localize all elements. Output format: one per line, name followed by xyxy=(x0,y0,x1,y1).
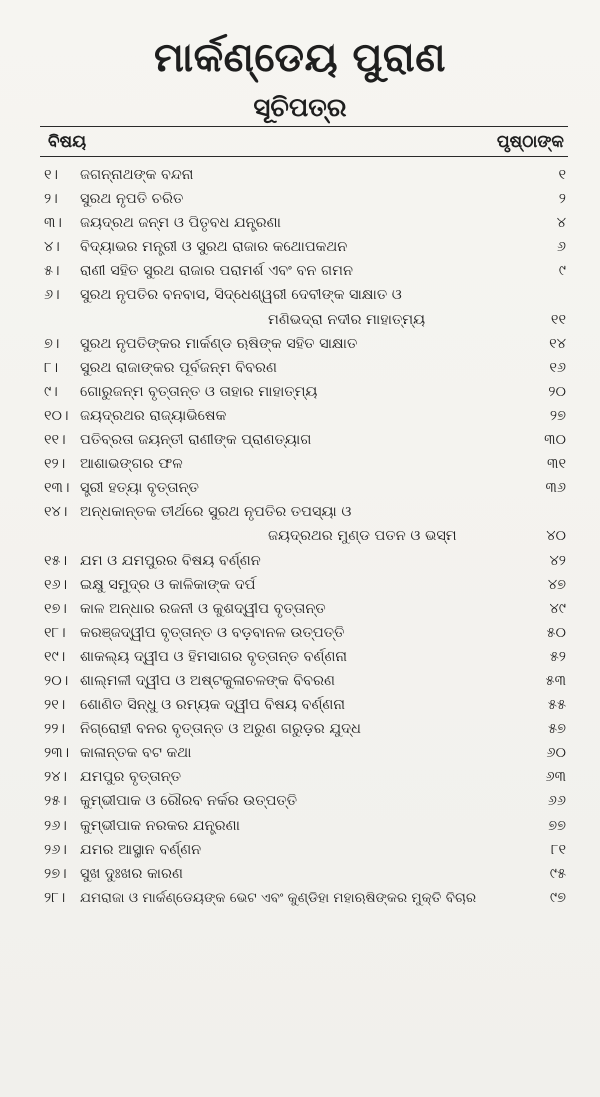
toc-entry xyxy=(0,886,600,910)
entry-title: ଯମରାଜା ଓ ମାର୍କଣ୍ଡେୟଙ୍କ ଭେଟ ଏବଂ କୁଣ୍ଡିହା ମହାଋଷିଙ୍କର ମୁକ୍ତି ବିଚାର xyxy=(80,889,477,906)
entry-page: ୯ xyxy=(558,263,566,280)
entry-page: ୫୦ xyxy=(546,624,566,641)
entry-number: ୧୦। xyxy=(44,407,69,424)
entry-title: ଇକ୍ଷୁ ସମୁଦ୍ର ଓ କାଳିକାଙ୍କ ଦର୍ପ xyxy=(80,576,256,593)
entry-page xyxy=(530,500,600,548)
entry-number: ୧୬। xyxy=(44,576,68,593)
entry-number: ୧୭। xyxy=(44,600,67,617)
entry-page: ୯୫ xyxy=(549,865,566,882)
entry-title: ଶୋଣିତ ସିନ୍ଧୁ ଓ ରମ୍ୟକ ଦ୍ୱୀପ ବିଷୟ ବର୍ଣ୍ଣନା xyxy=(80,697,346,714)
entry-title: ସୁରଥ ନୃପତିଙ୍କର ମାର୍କଣ୍ଡ ଋଷିଙ୍କ ସହିତ ସାକ୍ଷାତ xyxy=(80,335,358,352)
entry-title xyxy=(80,500,530,548)
toc-entry xyxy=(0,765,600,789)
toc-entry xyxy=(0,428,600,452)
toc-entry xyxy=(0,283,600,331)
entry-page: ୧୬ xyxy=(549,359,566,376)
page-column-header: ପୃଷ୍ଠାଙ୍କ xyxy=(496,132,564,152)
entry-number: ୨୩। xyxy=(44,745,70,762)
entry-page: ୫୫ xyxy=(547,697,566,714)
entry-page: ୧ xyxy=(558,167,566,183)
entry-number: ୨୭। xyxy=(44,865,67,882)
entry-page: ୮୧ xyxy=(550,841,566,858)
entry-number: ୩। xyxy=(44,215,62,232)
entry-page: ୪୨ xyxy=(549,552,566,569)
entry-page: ୪ xyxy=(556,215,566,232)
toc-entry xyxy=(0,693,600,717)
entry-page: ୬ xyxy=(556,239,566,256)
entry-title xyxy=(80,283,530,331)
entry-title: ବିଦ୍ୟାଭର ମନ୍ତ୍ରୀ ଓ ସୁରଥ ରାଜାର କଥୋପକଥନ xyxy=(80,239,348,256)
entry-number: ୧। xyxy=(44,167,59,183)
entry-number: ୧୯। xyxy=(44,648,66,665)
entry-page: ୬୬ xyxy=(547,793,566,810)
toc-entry xyxy=(0,621,600,645)
entry-title: ଯମପୁର ବୃତ୍ତାନ୍ତ xyxy=(80,769,182,786)
entry-title: ସୁଖ ଦୁଃଖର କାରଣ xyxy=(80,865,183,882)
entry-number: ୧୪। xyxy=(44,504,68,521)
entry-page xyxy=(530,283,600,331)
toc-entry xyxy=(0,476,600,500)
toc-entry xyxy=(0,404,600,428)
entry-number: ୨୪। xyxy=(44,769,68,786)
toc-entry xyxy=(0,862,600,886)
entry-page: ୨୦ xyxy=(548,383,566,400)
entry-number: ୧୩। xyxy=(44,480,70,497)
entry-title: କରଞ୍ଜଦ୍ୱୀପ ବୃତ୍ତାନ୍ତ ଓ ବଡ଼ବାନଳ ଉତ୍ପତ୍ତି xyxy=(80,624,345,641)
entry-number: ୨୬। xyxy=(44,841,67,858)
entry-page: ୩୦ xyxy=(544,432,566,449)
toc-entry xyxy=(0,163,600,187)
entry-number: ୬। xyxy=(44,287,60,304)
entry-number: ୨୫। xyxy=(44,793,67,810)
entry-number: ୨। xyxy=(44,191,58,208)
entry-number: ୮। xyxy=(44,359,59,376)
entry-page: ୩୬ xyxy=(545,480,566,497)
entry-title: ଜୟଦ୍ରଥର ରାଜ୍ୟାଭିଷେକ xyxy=(80,407,227,424)
entry-page: ୫୨ xyxy=(549,648,566,665)
toc-entry xyxy=(0,356,600,380)
entry-page: ୨୭ xyxy=(549,407,566,424)
toc-entry xyxy=(0,259,600,283)
entry-number: ୧୫। xyxy=(44,552,68,569)
entry-number: ୭। xyxy=(44,335,60,352)
toc-entry xyxy=(0,669,600,693)
toc-entry xyxy=(0,452,600,476)
toc-entry xyxy=(0,717,600,741)
entry-title: ଜୟଦ୍ରଥ ଜନ୍ମ ଓ ପିତୃବଧ ଯନ୍ତ୍ରଣା xyxy=(80,215,281,232)
entry-number: ୧୮। xyxy=(44,624,66,641)
entry-title-line1: ସୁରଥ ନୃପତିର ବନବାସ, ସିଦ୍ଧେଶ୍ୱରୀ ଦେବୀଙ୍କ ସାକ୍ଷାତ ଓ xyxy=(80,287,402,304)
entry-page: ୫୭ xyxy=(548,721,566,738)
entry-title: ଆଶାଭଙ୍ଗର ଫଳ xyxy=(80,456,183,473)
entry-page: ୬୩ xyxy=(545,769,566,786)
entry-page-number: ୪୦ xyxy=(546,528,566,545)
toc-entry xyxy=(0,380,600,404)
entry-title-line1: ଅନ୍ଧକାନ୍ତକ ତୀର୍ଥରେ ସୁରଥ ନୃପତିର ତପସ୍ୟା ଓ xyxy=(80,504,352,521)
entry-number: ୧୧। xyxy=(44,432,66,449)
page-title: ମାର୍କଣ୍ଡେୟ ପୁରାଣ xyxy=(154,35,446,81)
toc-entry xyxy=(0,645,600,669)
toc-entry xyxy=(0,500,600,548)
entry-title: ଯମର ଆସ୍ଥାନ ବର୍ଣ୍ଣନ xyxy=(80,841,202,858)
entry-title: ଗୋରୁଜନ୍ମ ବୃତ୍ତାନ୍ତ ଓ ତାହାର ମାହାତ୍ମ୍ୟ xyxy=(80,383,318,400)
entry-page: ୭୭ xyxy=(548,817,566,834)
entry-number: ୨୧। xyxy=(44,697,66,714)
entry-title: ଶାକଲ୍ୟ ଦ୍ୱୀପ ଓ ହିମସାଗର ବୃତ୍ତାନ୍ତ ବର୍ଣ୍ଣନା xyxy=(80,648,348,665)
entry-number: ୨୨। xyxy=(44,721,65,738)
entry-number: ୨୬। xyxy=(44,817,67,834)
toc-entry xyxy=(0,332,600,356)
entry-title: ସୁରଥ ରାଜାଙ୍କର ପୂର୍ବଜନ୍ମ ବିବରଣ xyxy=(80,359,278,376)
entry-title-line2: ମଣିଭଦ୍ରା ନଦୀର ମାହାତ୍ମ୍ୟ xyxy=(268,311,426,328)
entry-page: ୨ xyxy=(558,191,566,208)
entry-number: ୧୨। xyxy=(44,456,66,473)
entry-page-number: ୧୧ xyxy=(550,311,566,328)
toc-entry xyxy=(0,187,600,211)
entry-title: ରାଣୀ ସହିତ ସୁରଥ ରାଜାର ପରାମର୍ଶ ଏବଂ ବନ ଗମନ xyxy=(80,263,353,280)
entry-title: କାଳ ଅନ୍ଧାର ରଜନୀ ଓ କୁଶଦ୍ୱୀପ ବୃତ୍ତାନ୍ତ xyxy=(80,600,326,617)
header-top-rule xyxy=(40,126,568,127)
toc-entry xyxy=(0,838,600,862)
toc-entry xyxy=(0,235,600,259)
entry-title: ସୁରଥ ନୃପତି ଚରିତ xyxy=(80,191,184,208)
toc-entry xyxy=(0,573,600,597)
entry-title: କୁମ୍ଭୀପାକ ଓ ରୌରବ ନର୍କର ଉତ୍ପତ୍ତି xyxy=(80,793,298,810)
entry-title: ନିଗ୍ରୋହୀ ବନର ବୃତ୍ତାନ୍ତ ଓ ଅରୁଣ ଗରୁଡ଼ର ଯୁଦ୍ଧ xyxy=(80,721,361,738)
entry-number: ୫। xyxy=(44,263,60,280)
entry-title: ପତିବ୍ରତା ଜୟନ୍ତୀ ରାଣୀଙ୍କ ପ୍ରାଣତ୍ୟାଗ xyxy=(80,432,312,449)
entry-page: ୯୭ xyxy=(549,889,566,906)
subject-column-header: ବିଷୟ xyxy=(48,132,87,152)
entry-number: ୯। xyxy=(44,383,58,400)
entry-title: ସ୍ତ୍ରୀ ହତ୍ୟା ବୃତ୍ତାନ୍ତ xyxy=(80,480,199,497)
entry-title: କୁମ୍ଭୀପାକ ନରକର ଯନ୍ତ୍ରଣା xyxy=(80,817,240,834)
entry-title: କାଳାନ୍ତକ ବଟ କଥା xyxy=(80,745,192,762)
entry-number: ୪। xyxy=(44,239,60,256)
entry-page: ୪୯ xyxy=(549,600,566,617)
header-bottom-rule xyxy=(40,156,568,157)
entry-page: ୫୩ xyxy=(545,672,566,689)
toc-entry xyxy=(0,814,600,838)
entry-title: ଯମ ଓ ଯମପୁରର ବିଷୟ ବର୍ଣ୍ଣନ xyxy=(80,552,261,569)
toc-entry xyxy=(0,789,600,813)
entry-title-line2: ଜୟଦ୍ରଥର ମୁଣ୍ଡ ପତନ ଓ ଭସ୍ମ xyxy=(268,528,457,545)
toc-entry xyxy=(0,741,600,765)
table-of-contents xyxy=(0,163,600,910)
entry-page: ୪୭ xyxy=(547,576,566,593)
toc-entry xyxy=(0,597,600,621)
entry-page: ୧୪ xyxy=(549,335,566,352)
entry-page: ୩୧ xyxy=(547,456,566,473)
page-subtitle: ସୂଚିପତ୍ର xyxy=(253,93,347,123)
toc-entry xyxy=(0,549,600,573)
entry-page: ୬୦ xyxy=(546,745,566,762)
entry-number: ୨୦। xyxy=(44,672,69,689)
entry-title: ଶାଲ୍ମଳୀ ଦ୍ୱୀପ ଓ ଅଷ୍ଟକୁଳାଚଳଙ୍କ ବିବରଣ xyxy=(80,672,335,689)
entry-number: ୨୮। xyxy=(44,889,66,906)
entry-title: ଜଗନ୍ନାଥଙ୍କ ବନ୍ଦନା xyxy=(80,167,194,183)
toc-entry xyxy=(0,211,600,235)
